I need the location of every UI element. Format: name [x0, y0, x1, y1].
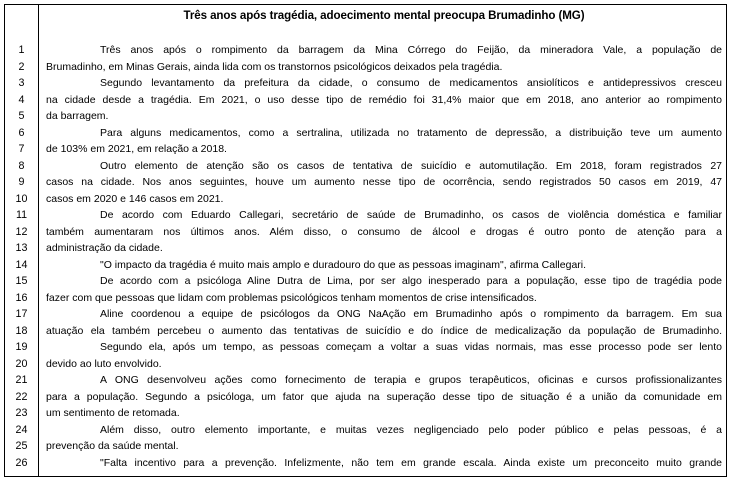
text-line: A ONG desenvolveu ações como fornecimento de terapia e grupos terapêuticos, oficinas e cursos profissionalizantes [100, 374, 722, 386]
document-title: Três anos após tragédia, adoecimento mental preocupa Brumadinho (MG) [183, 9, 585, 22]
text-line: Outro elemento de atenção são os casos de tentativa de suicídio e automutilação. Em 2018, foram registrados 27 [100, 159, 722, 172]
text-line: um sentimento de retomada. [46, 407, 180, 419]
line-number: 8 [18, 159, 25, 172]
line-number: 25 [15, 440, 28, 452]
line-number: 9 [18, 176, 25, 188]
text-line: Brumadinho, em Minas Gerais, ainda lida com os transtornos psicológicos deixados pela tragédia. [46, 60, 503, 73]
text-line: Segundo levantamento da prefeitura da cidade, o consumo de medicamentos ansiolíticos e antidepressivos cresceu [100, 77, 722, 89]
text-line: Aline coordenou a equipe de psicólogos da ONG NaAção em Brumadinho após o rompimento da barragem. Em sua [100, 308, 722, 320]
line-number: 24 [15, 423, 28, 436]
text-line: De acordo com a psicóloga Aline Dutra de Lima, por ser algo inesperado para a população, esse tipo de tragédia pode [100, 275, 722, 287]
text-line: Três anos após o rompimento da barragem da Mina Córrego do Feijão, da mineradora Vale, a população de [100, 44, 722, 56]
text-line: casos em 2020 e 146 casos em 2021. [46, 192, 224, 205]
line-number: 21 [15, 374, 28, 386]
text-line: Segundo ela, após um tempo, as pessoas começam a voltar a suas vidas normais, mas esse processo pode ser lento [100, 341, 722, 353]
line-number: 22 [15, 390, 28, 403]
text-line: Para alguns medicamentos, como a sertralina, utilizada no tratamento de depressão, a distribuição teve um aumento [100, 126, 722, 139]
line-number: 4 [18, 93, 25, 106]
line-number: 14 [15, 258, 28, 271]
line-number: 3 [18, 77, 25, 89]
line-number: 18 [15, 324, 28, 337]
text-line: fazer com que pessoas que lidam com problemas psicológicos tenham momentos de crise intensificados. [46, 291, 537, 304]
line-number: 7 [18, 143, 25, 155]
text-line: casos na cidade. Nos anos seguintes, houve um aumento nesse tipo de ocorrência, sendo registrados 50 casos em 2019, 47 [46, 176, 722, 188]
text-line: na cidade desde a tragédia. Em 2021, o uso desse tipo de remédio foi 31,4% maior que em 2018, ano anterior ao rompimento [46, 93, 722, 106]
line-number-column [5, 5, 39, 476]
line-number: 2 [18, 60, 25, 73]
line-number: 26 [15, 456, 28, 469]
text-line: para a população. Segundo a psicóloga, um fator que ajuda na superação desse tipo de situação é a união da comunidade em [46, 390, 722, 403]
text-line: de 103% em 2021, em relação a 2018. [46, 143, 227, 155]
line-number: 6 [18, 126, 25, 139]
text-line: "Falta incentivo para a prevenção. Infelizmente, não tem em grande escala. Ainda existe um preconceito muito grande [100, 456, 722, 469]
text-line: também aumentaram nos últimos anos. Além disso, o consumo de álcool e drogas é outro ponto de atenção para a [46, 225, 722, 238]
line-number: 10 [15, 192, 28, 205]
line-number-column-header-spacer [5, 5, 38, 42]
text-line: devido ao luto envolvido. [46, 357, 162, 370]
text-line: atuação ela também percebeu o aumento das tentativas de suicídio e do índice de medicalização da população de Brumadinho. [46, 324, 722, 337]
text-line: "O impacto da tragédia é muito mais amplo e duradouro do que as pessoas imaginam", afirma Callegari. [100, 258, 587, 271]
text-line: De acordo com Eduardo Callegari, secretário de saúde de Brumadinho, os casos de violência doméstica e familiar [100, 209, 722, 221]
line-number: 16 [15, 291, 28, 304]
line-number: 17 [15, 308, 28, 320]
text-line: administração da cidade. [46, 242, 163, 254]
line-number: 23 [15, 407, 28, 419]
line-number: 13 [15, 242, 28, 254]
line-number: 19 [15, 341, 28, 353]
line-number: 1 [18, 44, 25, 56]
document-frame [4, 4, 727, 477]
line-number: 5 [18, 110, 25, 122]
line-number: 11 [15, 209, 28, 221]
line-number: 15 [15, 275, 28, 287]
text-line: da barragem. [46, 110, 109, 122]
line-number: 12 [15, 225, 28, 238]
text-line: Além disso, outro elemento importante, e muitas vezes negligenciado pelo poder público e pelas pessoas, é a [100, 423, 722, 436]
text-line: prevenção da saúde mental. [46, 440, 179, 452]
line-number: 20 [15, 357, 28, 370]
document-body [39, 5, 726, 476]
